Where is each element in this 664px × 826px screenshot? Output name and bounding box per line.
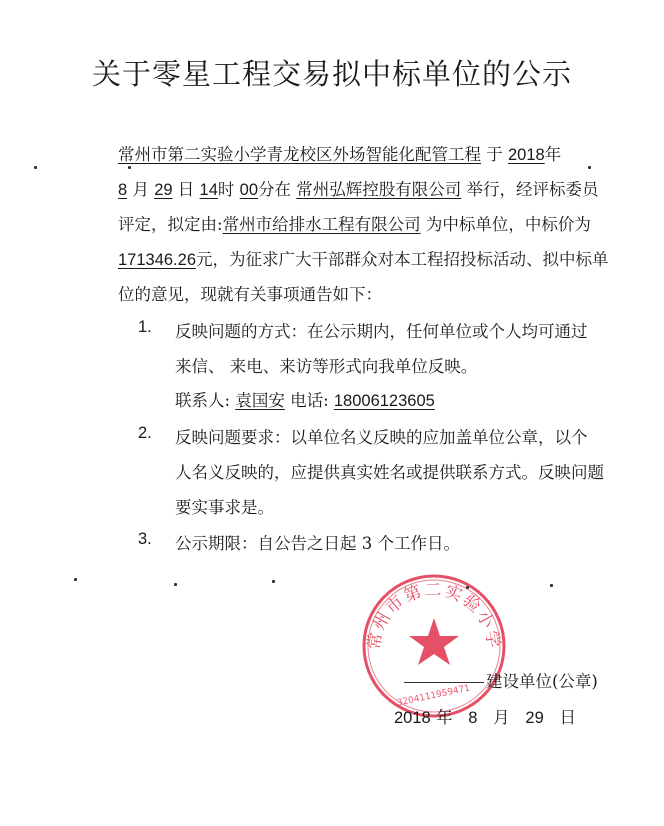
- item-1-line-2: 来信、 来电、来访等形式向我单位反映。: [175, 357, 478, 376]
- scan-speck: [128, 166, 131, 169]
- bid-price: 171346.26: [118, 251, 196, 269]
- minute: 00: [239, 181, 259, 199]
- agency-name: 常州弘辉控股有限公司: [296, 180, 462, 199]
- year: 2018: [508, 146, 545, 164]
- para-line-2: 8 月 29 日 14时 00分在 常州弘辉控股有限公司 举行，经评标委员: [118, 180, 599, 199]
- signature-label: 建设单位(公章): [486, 672, 598, 691]
- para-line-3: 评定，拟定由:常州市给排水工程有限公司 为中标单位，中标价为: [118, 215, 591, 234]
- item-2-line-3: 要实事求是。: [175, 498, 274, 517]
- scan-speck: [174, 583, 177, 586]
- para-line-5: 位的意见，现就有关事项通告如下：: [118, 285, 382, 304]
- signature-date: 2018 年 8 月 29 日: [394, 708, 577, 727]
- contact-phone: 18006123605: [333, 392, 435, 410]
- signature-line: [404, 682, 484, 683]
- scan-speck: [588, 166, 591, 169]
- scan-speck: [272, 580, 275, 583]
- month: 8: [118, 181, 128, 199]
- item-number-2: 2.: [138, 424, 152, 442]
- para-line-1: 常州市第二实验小学青龙校区外场智能化配管工程 于 2018年: [118, 145, 562, 164]
- project-name: 常州市第二实验小学青龙校区外场智能化配管工程: [118, 145, 481, 164]
- contact-line: 联系人: 袁国安 电话: 18006123605: [175, 391, 435, 410]
- page-title: 关于零星工程交易拟中标单位的公示: [91, 57, 572, 91]
- contact-name: 袁国安: [235, 391, 285, 410]
- item-1-line-1: 反映问题的方式：在公示期内，任何单位或个人均可通过: [175, 322, 588, 341]
- item-2-line-2: 人名义反映的，应提供真实姓名或提供联系方式。反映问题: [175, 463, 604, 482]
- day: 29: [154, 181, 173, 199]
- official-seal: [360, 572, 508, 720]
- svg-text:常州市第二实验小学: 常州市第二实验小学: [364, 580, 504, 652]
- item-number-1: 1.: [138, 318, 152, 336]
- para-line-4: 171346.26元，为征求广大干部群众对本工程招投标活动、拟中标单: [118, 250, 609, 269]
- scan-speck: [550, 584, 553, 587]
- winner-name: 常州市给排水工程有限公司: [222, 215, 421, 234]
- scan-speck: [74, 578, 77, 581]
- scan-speck: [34, 166, 37, 169]
- svg-text:3204111959471: 3204111959471: [396, 683, 472, 709]
- hour: 14: [199, 181, 218, 199]
- item-3-line-1: 公示期限：自公告之日起 3 个工作日。: [175, 534, 460, 553]
- item-2-line-1: 反映问题要求：以单位名义反映的应加盖单位公章，以个: [175, 428, 588, 447]
- item-number-3: 3.: [138, 530, 152, 548]
